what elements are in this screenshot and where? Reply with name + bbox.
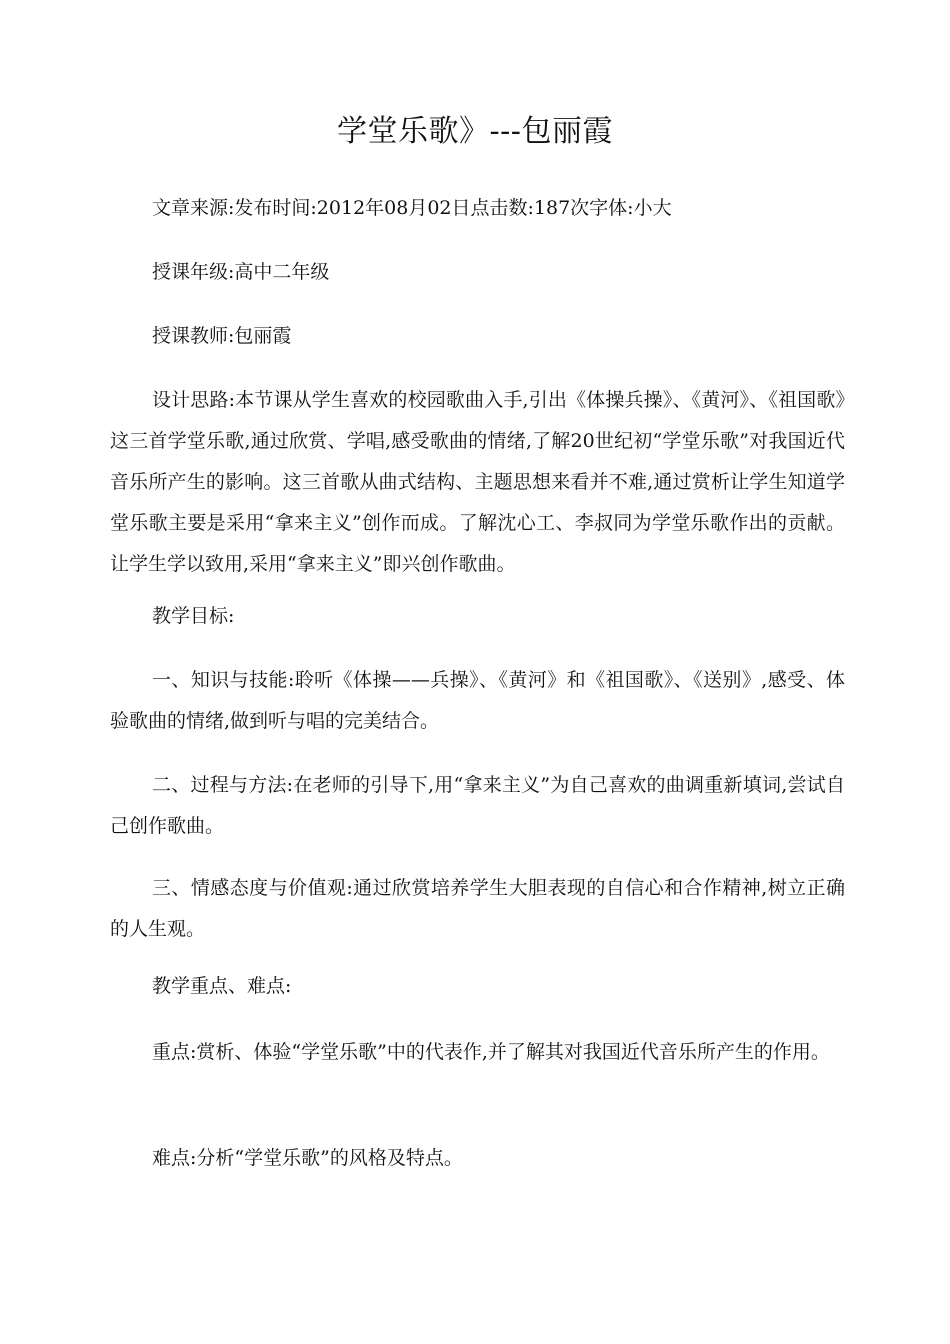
goal-process-methods: 二、过程与方法:在老师的引导下,用“拿来主义”为自己喜欢的曲调重新填词,尝试自己创作歌曲。 <box>110 774 845 837</box>
teaching-goals-heading: 教学目标: <box>152 605 235 627</box>
document-title: 学堂乐歌》---包丽霞 <box>337 114 613 149</box>
goal-emotion-values: 三、情感态度与价值观:通过欣赏培养学生大胆表现的自信心和合作精神,树立正确的人生观。 <box>110 877 845 940</box>
grade-line: 授课年级:高中二年级 <box>152 261 330 283</box>
goal-knowledge-skills: 一、知识与技能:聆听《体操——兵操》、《黄河》和《祖国歌》、《送别》,感受、体验歌曲的情绪,做到听与唱的完美结合。 <box>110 669 845 732</box>
teacher-line: 授课教师:包丽霞 <box>152 325 292 347</box>
article-meta-line: 文章来源:发布时间:2012年08月02日点击数:187次字体:小大 <box>152 197 672 219</box>
key-point-paragraph: 重点:赏析、体验“学堂乐歌”中的代表作,并了解其对我国近代音乐所产生的作用。 <box>152 1041 830 1063</box>
key-points-heading: 教学重点、难点: <box>152 975 292 997</box>
difficulty-paragraph: 难点:分析“学堂乐歌”的风格及特点。 <box>152 1147 463 1169</box>
design-idea-paragraph: 设计思路:本节课从学生喜欢的校园歌曲入手,引出《体操兵操》、《黄河》、《祖国歌》这三首学堂乐歌,通过欣赏、学唱,感受歌曲的情绪,了解20世纪初“学堂乐歌”对我国近代音乐所产生的影响。这三首歌从曲式结构、主题思想来看并不难,通过赏析让学生知道学堂乐歌主要是采用“拿来主义”创作而成。了解沈心工、李叔同为学堂乐歌作出的贡献。让学生学以致用,采用“拿来主义”即兴创作歌曲。 <box>110 389 845 575</box>
